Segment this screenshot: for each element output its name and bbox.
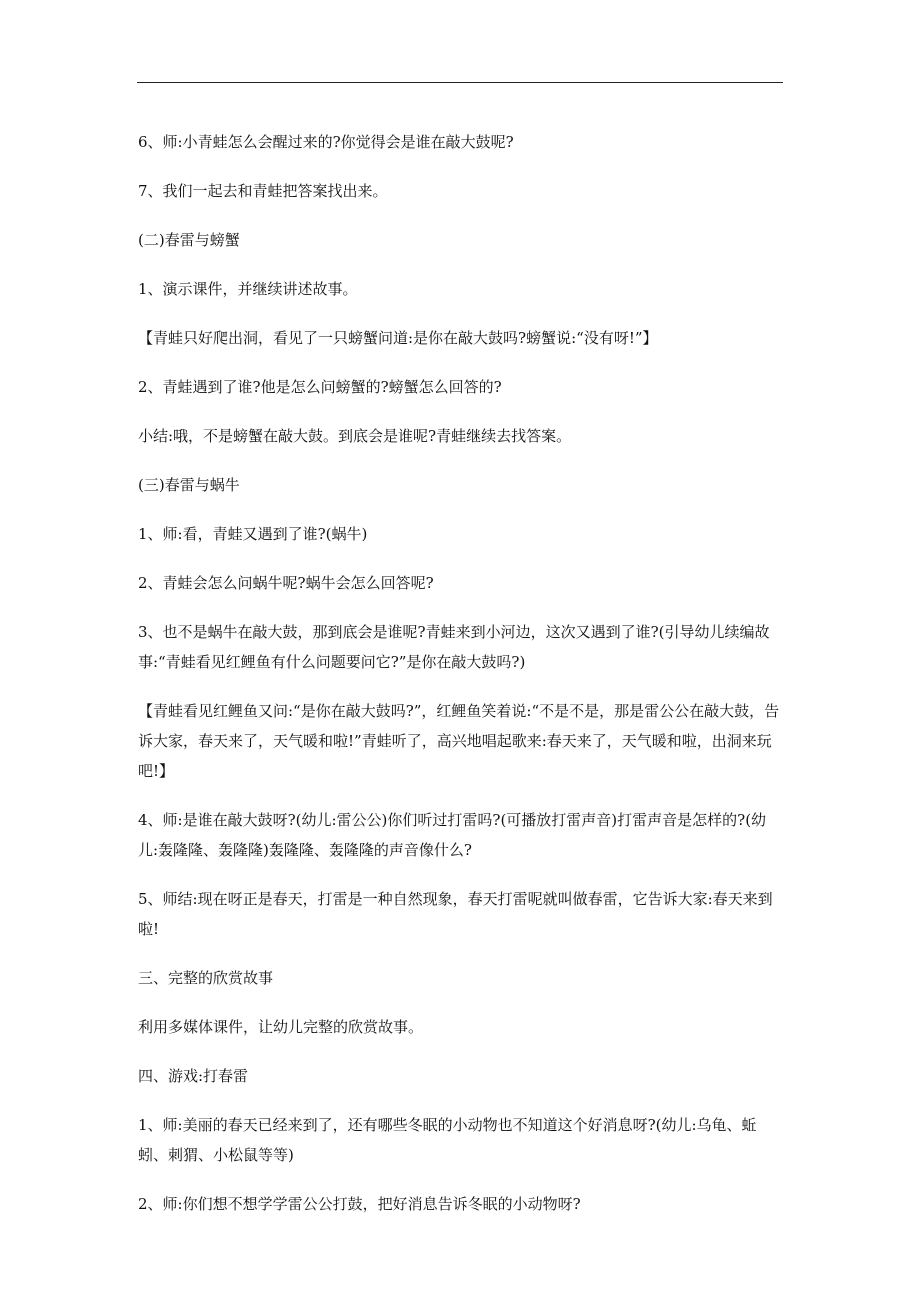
paragraph-8: 4、师:是谁在敲大鼓呀?(幼儿:雷公公)你们听过打雷吗?(可播放打雷声音)打雷声音是怎样的?(幼儿:轰隆隆、轰隆隆)轰隆隆、轰隆隆的声音像什么? [138,811,767,859]
paragraph-5: 1、师:看，青蛙又遇到了谁?(蜗牛) [138,525,368,543]
story-quote-1: 【青蛙只好爬出洞，看见了一只螃蟹问道:是你在敲大鼓吗?螃蟹说:“没有呀!”】 [138,329,658,347]
section-heading-four: 四、游戏:打春雷 [138,1067,249,1085]
story-quote-2: 【青蛙看见红鲤鱼又问:“是你在敲大鼓吗?”，红鲤鱼笑着说:“不是不是，那是雷公公在敲大鼓，告诉大家，春天来了，天气暖和啦!”青蛙听了，高兴地唱起歌来:春天来了，天气暖和啦，出洞来玩吧!】 [138,702,780,780]
paragraph-10: 利用多媒体课件，让幼儿完整的欣赏故事。 [138,1018,424,1036]
section-heading-2: (二)春雷与螃蟹 [138,231,240,249]
paragraph-7: 3、也不是蜗牛在敲大鼓，那到底会是谁呢?青蛙来到小河边，这次又遇到了谁?(引导幼儿续编故事:“青蛙看见红鲤鱼有什么问题要问它?”是你在敲大鼓吗?) [138,623,770,671]
paragraph-2: 7、我们一起去和青蛙把答案找出来。 [138,182,388,200]
paragraph-6: 2、青蛙会怎么问蜗牛呢?蜗牛会怎么回答呢? [138,574,434,592]
paragraph-4: 2、青蛙遇到了谁?他是怎么问螃蟹的?螃蟹怎么回答的? [138,378,502,396]
document-body [138,127,784,1238]
paragraph-9: 5、师结:现在呀正是春天，打雷是一种自然现象，春天打雷呢就叫做春雷，它告诉大家:春天来到啦! [138,890,773,938]
paragraph-1: 6、师:小青蛙怎么会醒过来的?你觉得会是谁在敲大鼓呢? [138,133,514,151]
paragraph-11: 1、师:美丽的春天已经来到了，还有哪些冬眠的小动物也不知道这个好消息呀?(幼儿:乌龟、蚯蚓、刺猬、小松鼠等等) [138,1116,757,1164]
section-heading-3: (三)春雷与蜗牛 [138,476,240,494]
summary-paragraph: 小结:哦，不是螃蟹在敲大鼓。到底会是谁呢?青蛙继续去找答案。 [138,427,572,445]
paragraph-3: 1、演示课件，并继续讲述故事。 [138,280,358,298]
paragraph-12: 2、师:你们想不想学学雷公公打鼓，把好消息告诉冬眠的小动物呀? [138,1195,581,1213]
header-rule [137,82,783,83]
section-heading-three: 三、完整的欣赏故事 [138,969,274,987]
